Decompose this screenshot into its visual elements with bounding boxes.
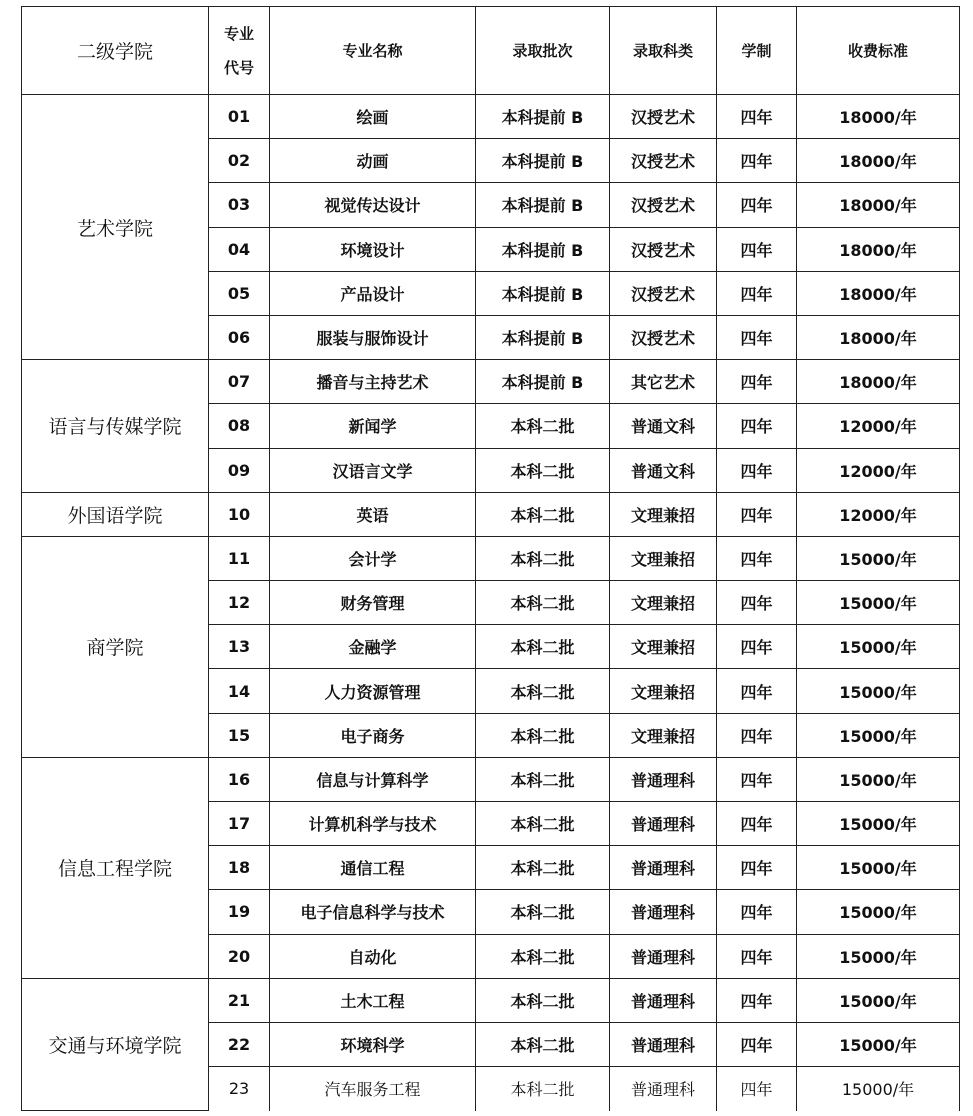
- table-row: [22, 978, 960, 1022]
- cell-fee: 15000/年: [797, 1022, 960, 1066]
- cell-code: 05: [209, 271, 270, 315]
- cell-fee: 12000/年: [797, 448, 960, 492]
- cell-fee: 15000/年: [797, 802, 960, 846]
- cell-category: 汉授艺术: [610, 183, 717, 227]
- cell-code: 22: [209, 1022, 270, 1066]
- cell-major: 动画: [270, 139, 476, 183]
- cell-category: 文理兼招: [610, 669, 717, 713]
- cell-batch: 本科二批: [476, 581, 610, 625]
- cell-duration: 四年: [717, 625, 797, 669]
- cell-fee: 15000/年: [797, 1067, 960, 1111]
- cell-category: 文理兼招: [610, 492, 717, 536]
- cell-duration: 四年: [717, 315, 797, 359]
- college-name: 信息工程学院: [22, 757, 209, 978]
- cell-duration: 四年: [717, 536, 797, 580]
- cell-batch: 本科二批: [476, 1067, 610, 1111]
- cell-batch: 本科提前 B: [476, 95, 610, 139]
- cell-batch: 本科二批: [476, 802, 610, 846]
- cell-fee: 18000/年: [797, 139, 960, 183]
- cell-duration: 四年: [717, 581, 797, 625]
- cell-fee: 15000/年: [797, 625, 960, 669]
- college-name: 交通与环境学院: [22, 978, 209, 1111]
- cell-code: 21: [209, 978, 270, 1022]
- cell-major: 财务管理: [270, 581, 476, 625]
- cell-fee: 15000/年: [797, 890, 960, 934]
- cell-major: 新闻学: [270, 404, 476, 448]
- cell-major: 服装与服饰设计: [270, 315, 476, 359]
- cell-category: 普通理科: [610, 1022, 717, 1066]
- header-row: [22, 7, 960, 95]
- cell-batch: 本科二批: [476, 669, 610, 713]
- cell-major: 汽车服务工程: [270, 1067, 476, 1111]
- table-row: [22, 95, 960, 139]
- cell-fee: 18000/年: [797, 227, 960, 271]
- cell-batch: 本科提前 B: [476, 227, 610, 271]
- cell-duration: 四年: [717, 890, 797, 934]
- header-duration: 学制: [717, 7, 797, 95]
- cell-fee: 15000/年: [797, 713, 960, 757]
- cell-batch: 本科二批: [476, 934, 610, 978]
- cell-code: 20: [209, 934, 270, 978]
- cell-batch: 本科二批: [476, 890, 610, 934]
- cell-major: 信息与计算科学: [270, 757, 476, 801]
- cell-category: 汉授艺术: [610, 315, 717, 359]
- cell-fee: 15000/年: [797, 978, 960, 1022]
- cell-code: 03: [209, 183, 270, 227]
- cell-major: 视觉传达设计: [270, 183, 476, 227]
- cell-duration: 四年: [717, 448, 797, 492]
- cell-code: 01: [209, 95, 270, 139]
- cell-fee: 18000/年: [797, 183, 960, 227]
- header-college: 二级学院: [22, 7, 209, 95]
- cell-major: 英语: [270, 492, 476, 536]
- cell-category: 汉授艺术: [610, 95, 717, 139]
- cell-batch: 本科提前 B: [476, 271, 610, 315]
- cell-batch: 本科二批: [476, 448, 610, 492]
- cell-code: 13: [209, 625, 270, 669]
- cell-code: 14: [209, 669, 270, 713]
- cell-duration: 四年: [717, 978, 797, 1022]
- cell-category: 普通理科: [610, 757, 717, 801]
- college-name: 外国语学院: [22, 492, 209, 536]
- cell-major: 金融学: [270, 625, 476, 669]
- cell-major: 绘画: [270, 95, 476, 139]
- cell-major: 电子商务: [270, 713, 476, 757]
- cell-duration: 四年: [717, 1067, 797, 1111]
- cell-major: 环境设计: [270, 227, 476, 271]
- cell-category: 文理兼招: [610, 713, 717, 757]
- cell-duration: 四年: [717, 846, 797, 890]
- cell-duration: 四年: [717, 669, 797, 713]
- cell-fee: 18000/年: [797, 271, 960, 315]
- header-category: 录取科类: [610, 7, 717, 95]
- cell-fee: 18000/年: [797, 95, 960, 139]
- cell-major: 环境科学: [270, 1022, 476, 1066]
- cell-duration: 四年: [717, 271, 797, 315]
- cell-code: 23: [209, 1067, 270, 1111]
- cell-batch: 本科二批: [476, 536, 610, 580]
- cell-batch: 本科提前 B: [476, 315, 610, 359]
- cell-code: 09: [209, 448, 270, 492]
- cell-duration: 四年: [717, 404, 797, 448]
- table-row: [22, 492, 960, 536]
- cell-batch: 本科二批: [476, 1022, 610, 1066]
- admissions-table: [21, 6, 960, 1111]
- cell-fee: 15000/年: [797, 934, 960, 978]
- cell-category: 普通文科: [610, 448, 717, 492]
- cell-fee: 15000/年: [797, 846, 960, 890]
- cell-duration: 四年: [717, 757, 797, 801]
- college-name: 语言与传媒学院: [22, 360, 209, 493]
- cell-code: 17: [209, 802, 270, 846]
- cell-code: 02: [209, 139, 270, 183]
- cell-duration: 四年: [717, 713, 797, 757]
- cell-fee: 12000/年: [797, 404, 960, 448]
- header-major: 专业名称: [270, 7, 476, 95]
- cell-duration: 四年: [717, 934, 797, 978]
- cell-fee: 15000/年: [797, 669, 960, 713]
- cell-major: 自动化: [270, 934, 476, 978]
- header-batch: 录取批次: [476, 7, 610, 95]
- cell-fee: 15000/年: [797, 581, 960, 625]
- cell-major: 电子信息科学与技术: [270, 890, 476, 934]
- cell-major: 汉语言文学: [270, 448, 476, 492]
- cell-fee: 18000/年: [797, 360, 960, 404]
- college-name: 商学院: [22, 536, 209, 757]
- cell-category: 普通理科: [610, 978, 717, 1022]
- cell-code: 18: [209, 846, 270, 890]
- cell-category: 汉授艺术: [610, 271, 717, 315]
- table-body: [22, 95, 960, 1111]
- cell-batch: 本科二批: [476, 492, 610, 536]
- cell-category: 文理兼招: [610, 625, 717, 669]
- cell-duration: 四年: [717, 802, 797, 846]
- cell-batch: 本科二批: [476, 625, 610, 669]
- college-name: 艺术学院: [22, 95, 209, 360]
- cell-code: 19: [209, 890, 270, 934]
- cell-batch: 本科提前 B: [476, 360, 610, 404]
- cell-batch: 本科提前 B: [476, 183, 610, 227]
- cell-major: 土木工程: [270, 978, 476, 1022]
- cell-category: 汉授艺术: [610, 227, 717, 271]
- cell-batch: 本科提前 B: [476, 139, 610, 183]
- cell-batch: 本科二批: [476, 978, 610, 1022]
- header-code-line2: 代号: [223, 58, 254, 77]
- cell-batch: 本科二批: [476, 757, 610, 801]
- cell-major: 播音与主持艺术: [270, 360, 476, 404]
- cell-major: 会计学: [270, 536, 476, 580]
- cell-major: 通信工程: [270, 846, 476, 890]
- cell-duration: 四年: [717, 360, 797, 404]
- cell-code: 08: [209, 404, 270, 448]
- cell-category: 普通理科: [610, 1067, 717, 1111]
- header-fee: 收费标准: [797, 7, 960, 95]
- cell-category: 普通理科: [610, 934, 717, 978]
- cell-category: 文理兼招: [610, 581, 717, 625]
- cell-duration: 四年: [717, 492, 797, 536]
- cell-code: 11: [209, 536, 270, 580]
- cell-code: 07: [209, 360, 270, 404]
- cell-category: 普通理科: [610, 846, 717, 890]
- cell-batch: 本科二批: [476, 404, 610, 448]
- table-row: [22, 536, 960, 580]
- cell-major: 产品设计: [270, 271, 476, 315]
- header-code: [209, 7, 270, 95]
- cell-duration: 四年: [717, 139, 797, 183]
- cell-code: 12: [209, 581, 270, 625]
- cell-major: 计算机科学与技术: [270, 802, 476, 846]
- cell-category: 普通理科: [610, 802, 717, 846]
- header-code-line1: 专业: [223, 24, 254, 43]
- cell-category: 其它艺术: [610, 360, 717, 404]
- cell-code: 10: [209, 492, 270, 536]
- cell-fee: 15000/年: [797, 536, 960, 580]
- cell-batch: 本科二批: [476, 713, 610, 757]
- cell-fee: 12000/年: [797, 492, 960, 536]
- cell-code: 06: [209, 315, 270, 359]
- cell-code: 15: [209, 713, 270, 757]
- cell-category: 普通理科: [610, 890, 717, 934]
- cell-fee: 15000/年: [797, 757, 960, 801]
- cell-category: 汉授艺术: [610, 139, 717, 183]
- cell-fee: 18000/年: [797, 315, 960, 359]
- cell-code: 04: [209, 227, 270, 271]
- cell-duration: 四年: [717, 1022, 797, 1066]
- cell-major: 人力资源管理: [270, 669, 476, 713]
- cell-code: 16: [209, 757, 270, 801]
- cell-duration: 四年: [717, 183, 797, 227]
- cell-category: 普通文科: [610, 404, 717, 448]
- cell-duration: 四年: [717, 95, 797, 139]
- table-row: [22, 360, 960, 404]
- cell-category: 文理兼招: [610, 536, 717, 580]
- cell-batch: 本科二批: [476, 846, 610, 890]
- table-row: [22, 757, 960, 801]
- cell-duration: 四年: [717, 227, 797, 271]
